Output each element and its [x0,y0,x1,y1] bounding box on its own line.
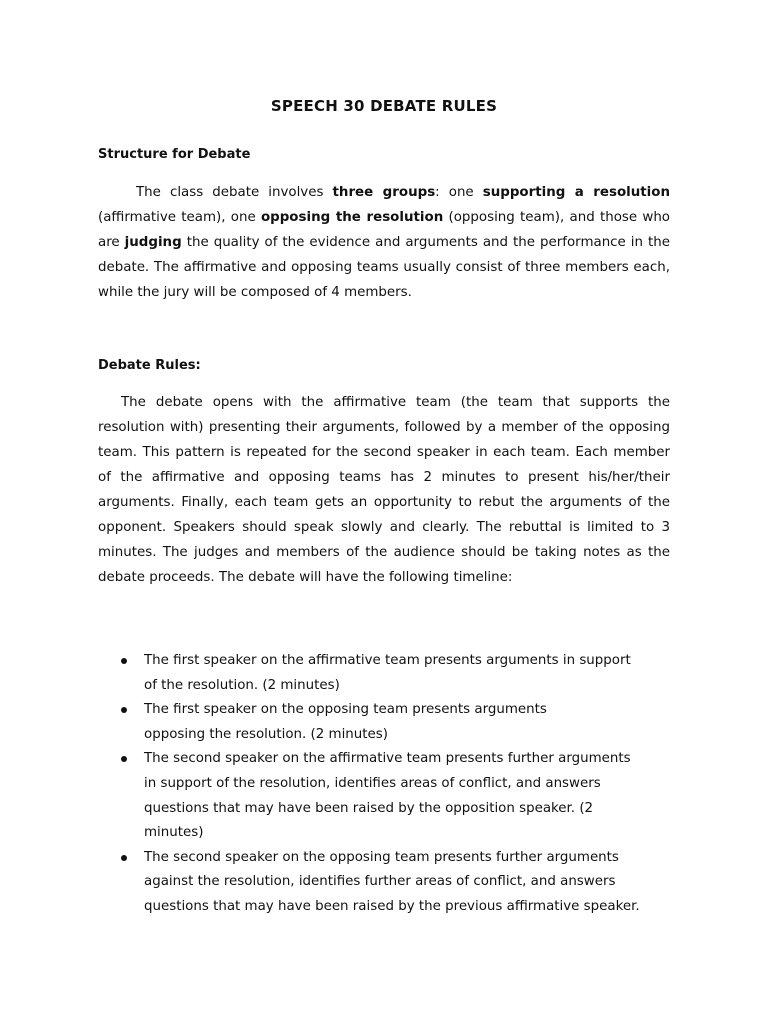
list-item [98,649,670,698]
list-item-line: The first speaker on the opposing team presents arguments [144,702,547,718]
bullet-icon [121,855,127,861]
list-item [98,846,670,920]
bullet-icon [121,707,127,713]
list-item-line: of the resolution. (2 minutes) [144,677,340,693]
document-title: SPEECH 30 DEBATE RULES [270,97,498,115]
list-item-line: The second speaker on the affirmative team presents further arguments [144,751,631,767]
list-item-line: in support of the resolution, identifies areas of conflict, and answers [144,775,601,791]
bold-three-groups: three groups [332,185,436,200]
bold-judging: judging [124,235,182,250]
list-item-line: opposing the resolution. (2 minutes) [144,726,388,742]
bullet-icon [121,756,127,762]
list-item-line: against the resolution, identifies further areas of conflict, and answers [144,874,616,890]
bold-opposing-resolution: opposing the resolution [260,210,444,225]
bold-supporting-resolution: supporting a resolution [482,185,670,200]
section-heading-structure: Structure for Debate [98,147,251,162]
structure-paragraph [98,180,670,305]
timeline-list [98,649,670,920]
list-item [98,698,670,747]
text-run: (affirmative team), one [98,210,261,225]
text-run: the quality of the evidence and arguments and the performance in the debate. The affirmative and opposing teams usually consist of three members each, while the jury will be composed of 4 members. [98,235,670,300]
text-run: The class debate involves [136,185,333,200]
list-item-line: minutes) [144,825,204,841]
debate-rules-paragraph: The debate opens with the affirmative team (the team that supports the resolution with) presenting their arguments, followed by a member of the opposing team. This pattern is repeated for the second speaker in each team. Each member of the affirmative and opposing teams has 2 minutes to present his/her/their arguments. Finally, each team gets an opportunity to rebut the arguments of the opponent. Speakers should speak slowly and clearly. The rebuttal is limited to 3 minutes. The judges and members of the audience should be taking notes as the debate proceeds. The debate will have the following timeline: [98,395,670,585]
text-run: : one [435,185,483,200]
list-item-line: The first speaker on the affirmative team presents arguments in support [144,653,631,668]
list-item-line: questions that may have been raised by the opposition speaker. (2 [144,800,594,816]
list-item [98,747,670,845]
text-run: (opposing team), and those who are [98,210,670,250]
bullet-icon [121,658,127,664]
list-item-line: questions that may have been raised by the previous affirmative speaker. [144,898,640,914]
section-heading-debate-rules: Debate Rules: [98,358,201,373]
list-item-line: The second speaker on the opposing team presents further arguments [144,849,619,865]
